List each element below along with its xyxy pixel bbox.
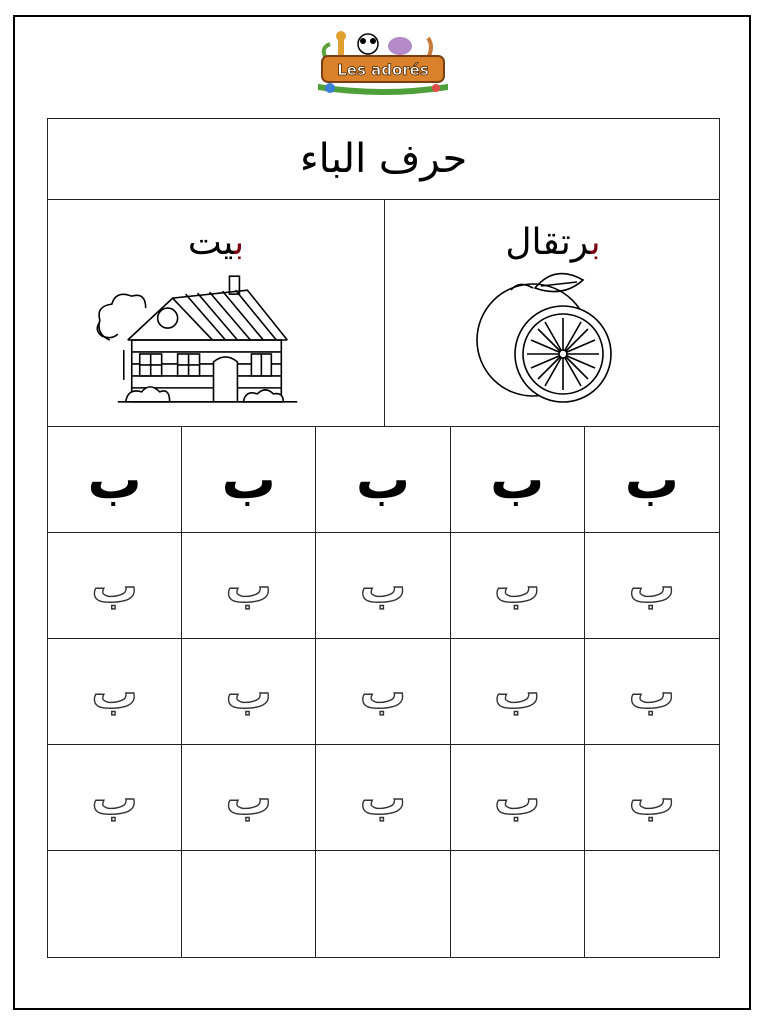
trace-letter: ب — [359, 770, 407, 825]
trace-cell[interactable] — [182, 639, 316, 745]
trace-letter: ب — [225, 664, 272, 719]
trace-cell[interactable] — [585, 745, 719, 851]
trace-cell[interactable] — [48, 639, 182, 745]
model-cell — [182, 427, 316, 533]
trace-letter: ب — [628, 770, 675, 825]
word-orange — [385, 222, 721, 263]
practice-cell[interactable] — [182, 851, 316, 957]
trace-cell[interactable] — [48, 745, 182, 851]
practice-cell[interactable] — [451, 851, 585, 957]
model-cell — [585, 427, 719, 533]
logo-art — [308, 28, 458, 98]
trace-cell[interactable] — [585, 639, 719, 745]
logo — [308, 28, 458, 98]
trace-letter: ب — [359, 664, 407, 719]
practice-cell[interactable] — [585, 851, 719, 957]
word-house-rest: يت — [187, 222, 235, 263]
house-icon — [48, 270, 384, 420]
trace-letter: ب — [494, 558, 541, 613]
model-letter: ب — [624, 447, 680, 511]
trace-letter: ب — [628, 558, 675, 613]
word-cell-orange — [385, 200, 721, 426]
trace-letter: ب — [359, 558, 407, 613]
word-orange-first-letter: ب — [590, 222, 601, 263]
trace-cell[interactable] — [451, 745, 585, 851]
trace-letter: ب — [225, 770, 272, 825]
word-picture-row — [48, 200, 719, 427]
model-cell — [48, 427, 182, 533]
model-letter: ب — [490, 447, 545, 511]
trace-letter: ب — [91, 558, 138, 613]
trace-cell[interactable] — [585, 533, 719, 639]
trace-cell[interactable] — [316, 639, 450, 745]
trace-letter: ب — [225, 558, 272, 613]
trace-letter: ب — [91, 664, 138, 719]
letter-grid — [48, 427, 719, 957]
trace-cell[interactable] — [451, 639, 585, 745]
orange-icon — [385, 270, 721, 420]
model-letter: ب — [221, 447, 276, 511]
logo-text: Les adorés — [337, 61, 429, 79]
model-letter: ب — [355, 447, 411, 511]
title-row — [48, 119, 719, 200]
word-house-first-letter: ب — [234, 222, 245, 263]
trace-letter: ب — [628, 664, 675, 719]
word-orange-rest: رتقال — [505, 222, 591, 263]
trace-cell[interactable] — [451, 533, 585, 639]
model-cell — [316, 427, 450, 533]
practice-cell[interactable] — [316, 851, 450, 957]
worksheet — [47, 118, 720, 958]
word-house — [48, 222, 384, 263]
trace-cell[interactable] — [48, 533, 182, 639]
word-cell-house — [48, 200, 385, 426]
model-letter: ب — [87, 447, 142, 511]
trace-cell[interactable] — [182, 745, 316, 851]
trace-cell[interactable] — [316, 533, 450, 639]
model-cell — [451, 427, 585, 533]
trace-letter: ب — [494, 770, 541, 825]
trace-cell[interactable] — [316, 745, 450, 851]
practice-cell[interactable] — [48, 851, 182, 957]
trace-cell[interactable] — [182, 533, 316, 639]
trace-letter: ب — [494, 664, 541, 719]
page-title: حرف الباء — [299, 136, 468, 182]
trace-letter: ب — [91, 770, 138, 825]
